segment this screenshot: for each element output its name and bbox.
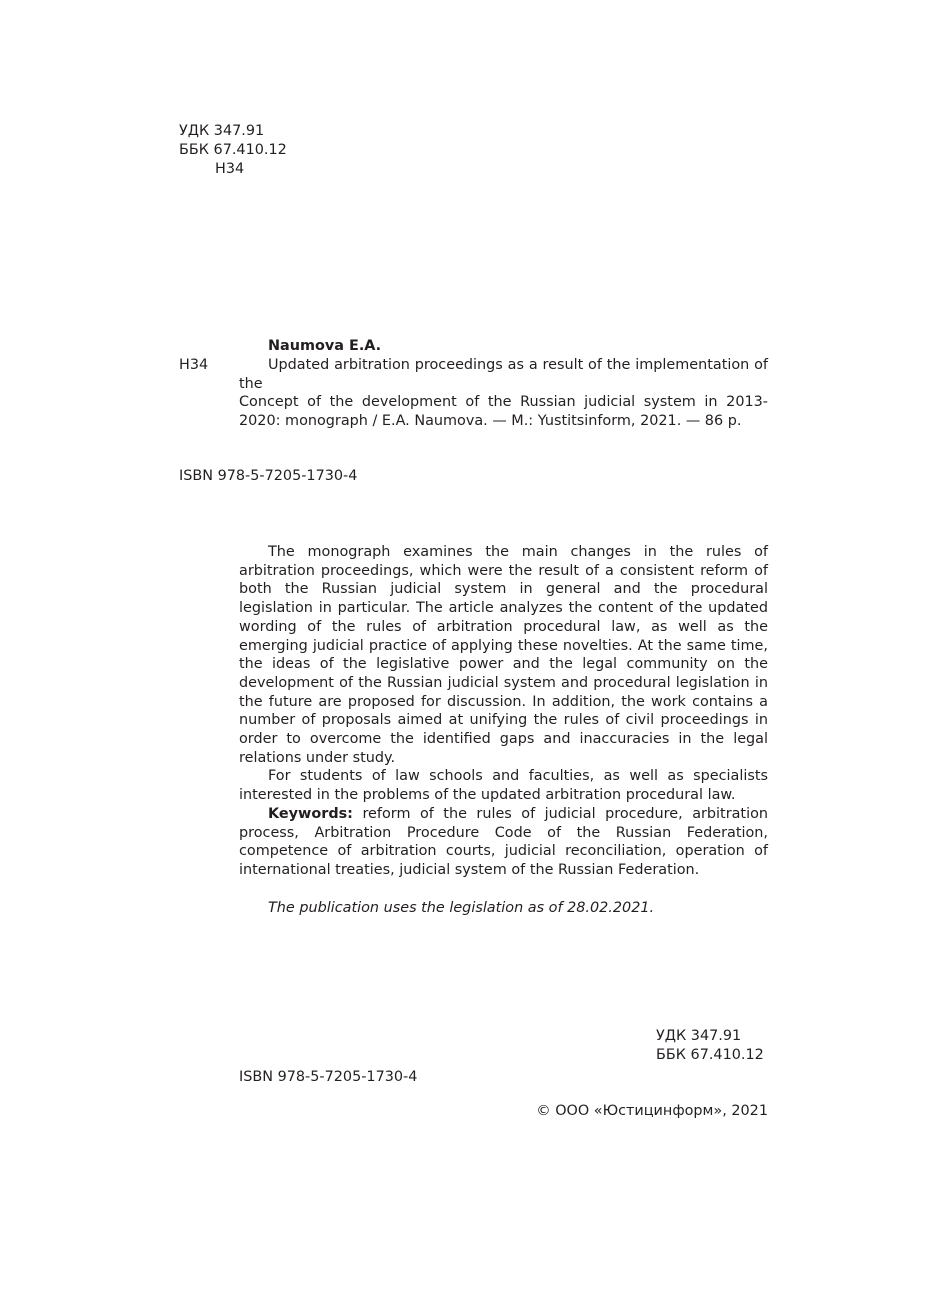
isbn-top: ISBN 978-5-7205-1730-4 xyxy=(179,468,358,484)
isbn-bottom: ISBN 978-5-7205-1730-4 xyxy=(239,1069,418,1085)
record-description-line1: Updated arbitration proceedings as a result of the implementation of the xyxy=(239,357,768,392)
abstract-paragraph-2: For students of law schools and faculties, as well as specialists interested in the problems of the updated arbitration procedural law. xyxy=(239,768,768,804)
top-bbk-code: ББК 67.410.12 xyxy=(179,142,287,158)
top-udk-code: УДК 347.91 xyxy=(179,123,265,139)
record-author-sign: Н34 xyxy=(179,357,209,373)
top-author-sign: Н34 xyxy=(215,161,245,177)
record-description xyxy=(239,356,768,431)
abstract xyxy=(239,543,768,805)
keywords-text: reform of the rules of judicial procedure, arbitration process, Arbitration Procedure Code of the Russian Federation, competence of arbitration courts, judicial reconciliation, operation of international treaties, judicial system of the Russian Federation. xyxy=(239,806,768,879)
keywords-paragraph xyxy=(239,805,768,880)
keywords xyxy=(239,805,768,880)
record-description-rest: Concept of the development of the Russian judicial system in 2013-2020: monograph / E.A. Naumova. — M.: Yustitsinform, 2021. — 86 p. xyxy=(239,394,768,430)
record-author: Naumova E.A. xyxy=(268,338,382,354)
copyright: © ООО «Юстицинформ», 2021 xyxy=(536,1103,768,1119)
abstract-paragraph-1: The monograph examines the main changes in the rules of arbitration proceedings, which were the result of a consistent reform of both the Russian judicial system in general and the procedural legislation in particular. The article analyzes the content of the updated wording of the rules of arbitration procedural law, as well as the emerging judicial practice of applying these novelties. At the same time, the ideas of the legislative power and the legal community on the development of the Russian judicial system and procedural legislation in the future are proposed for discussion. In addition, the work contains a number of proposals aimed at unifying the rules of civil proceedings in order to overcome the identified gaps and inaccuracies in the legal relations under study. xyxy=(239,544,768,766)
bottom-bbk-code: ББК 67.410.12 xyxy=(656,1047,764,1063)
keywords-label: Keywords: xyxy=(268,806,353,822)
bottom-udk-code: УДК 347.91 xyxy=(656,1028,742,1044)
legislation-note: The publication uses the legislation as of 28.02.2021. xyxy=(268,900,655,916)
